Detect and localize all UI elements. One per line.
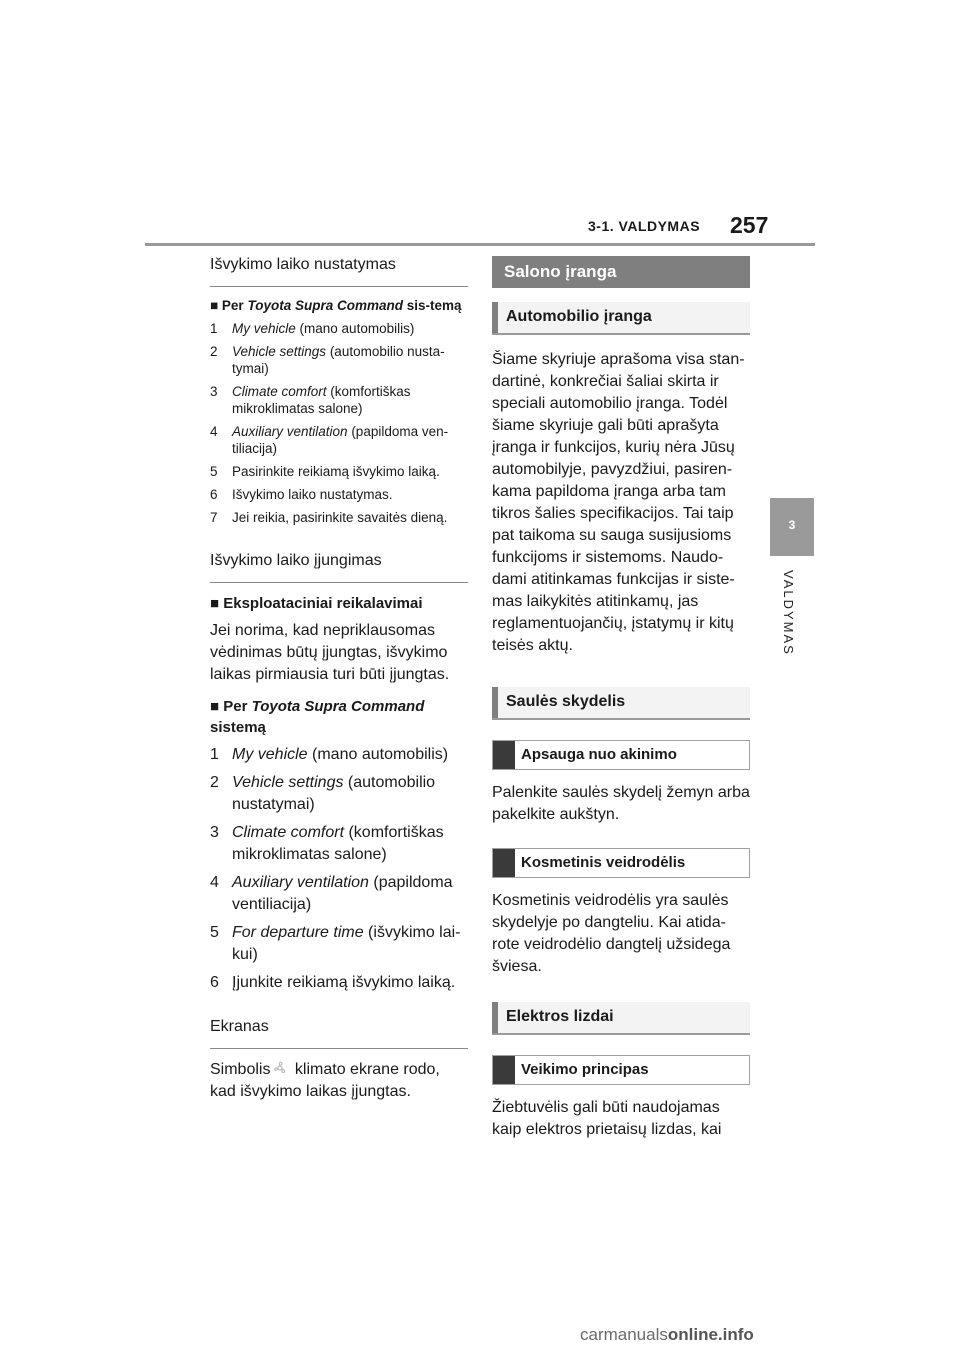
- bullet-square-icon: ■: [210, 698, 220, 715]
- list-item: [210, 509, 468, 526]
- step-text: Išvykimo laiko nustatymas.: [232, 487, 393, 502]
- screen-text-before: Simbolis: [210, 1061, 271, 1078]
- step-number: 5: [210, 924, 219, 941]
- watermark: [580, 1325, 754, 1345]
- step-italic: For departure time: [232, 924, 364, 941]
- bullet1-italic: Toyota Supra Command: [247, 298, 403, 313]
- step-text: (komfortiškas mikroklimatas salone): [232, 824, 444, 863]
- step-text: (automobilio nusta-tymai): [232, 344, 445, 376]
- principle-heading: Veikimo principas: [492, 1055, 750, 1085]
- small-steps-list: [210, 320, 468, 526]
- bullet1-suffix: sis-temą: [402, 298, 462, 313]
- step-text: Pasirinkite reikiamą išvykimo laiką.: [232, 464, 440, 479]
- step-number: 3: [210, 384, 218, 399]
- section-header: 3-1. VALDYMAS: [588, 218, 701, 234]
- bullet3-suffix: sistemą: [210, 719, 266, 736]
- step-number: 5: [210, 464, 218, 479]
- glare-text: Palenkite saulės skydelį žemyn arba pakelkite aukštyn.: [492, 784, 750, 823]
- step-italic: Climate comfort: [232, 824, 345, 841]
- departure-activation-heading: Išvykimo laiko įjungimas: [210, 552, 468, 583]
- principle-text: Žiebtuvėlis gali būti naudojamas kaip elektros prietaisų lizdas, kai: [492, 1099, 722, 1138]
- sun-visor-heading: Saulės skydelis: [492, 687, 750, 720]
- step-text: (išvykimo lai-kui): [232, 924, 461, 963]
- step-italic: Vehicle settings: [232, 344, 327, 359]
- list-item: [210, 922, 468, 966]
- bullet2-text: Eksploataciniai reikalavimai: [223, 595, 423, 612]
- step-number: 4: [210, 874, 219, 891]
- header-rule: [145, 243, 815, 246]
- screen-heading: Ekranas: [210, 1018, 468, 1049]
- step-number: 3: [210, 824, 219, 841]
- step-text: (papildoma ven-tiliacija): [232, 424, 449, 456]
- list-item: [210, 972, 468, 994]
- steps-list: [210, 744, 468, 994]
- list-item: [210, 423, 468, 457]
- list-item: [210, 343, 468, 377]
- watermark-prefix: carmanuals: [580, 1325, 668, 1344]
- screen-text: [210, 1059, 468, 1103]
- bullet-square-icon: ■: [210, 298, 219, 313]
- step-number: 2: [210, 344, 218, 359]
- departure-setting-heading: Išvykimo laiko nustatymas: [210, 256, 468, 287]
- left-column: [210, 256, 468, 1111]
- vehicle-equipment-heading: Automobilio įranga: [492, 302, 750, 335]
- step-number: 1: [210, 746, 219, 763]
- step-italic: Auxiliary ventilation: [232, 424, 348, 439]
- bullet3-prefix: Per: [223, 698, 252, 715]
- bullet3-italic: Toyota Supra Command: [251, 698, 425, 715]
- vanity-mirror-heading: Kosmetinis veidrodėlis: [492, 848, 750, 878]
- bullet-toyota-command-1: [210, 297, 468, 314]
- vanity-mirror-text: Kosmetinis veidrodėlis yra saulės skydelyje po dangteliu. Kai atida-rote veidrodėlio dangtelį užsidega šviesa.: [492, 892, 731, 975]
- list-item: [210, 383, 468, 417]
- step-text: Jei reikia, pasirinkite savaitės dieną.: [232, 510, 448, 525]
- step-text: (mano automobilis): [307, 746, 449, 763]
- page-number: 257: [730, 212, 769, 238]
- bullet-requirements: [210, 593, 468, 614]
- step-italic: Auxiliary ventilation: [232, 874, 369, 891]
- step-italic: Vehicle settings: [232, 774, 344, 791]
- list-item: [210, 463, 468, 480]
- step-text: (komfortiškas mikroklimatas salone): [232, 384, 411, 416]
- chapter-tab-number: 3: [788, 518, 796, 532]
- step-italic: Climate comfort: [232, 384, 327, 399]
- power-sockets-heading: Elektros lizdai: [492, 1002, 750, 1035]
- step-number: 6: [210, 974, 219, 991]
- fan-icon: [270, 1060, 290, 1076]
- section-title-bar: Salono įranga: [492, 256, 750, 288]
- list-item: [210, 772, 468, 816]
- screen-text-after: klimato ekrane rodo, kad išvykimo laikas įjungtas.: [210, 1061, 440, 1100]
- vehicle-equipment-text: Šiame skyriuje aprašoma visa stan-dartinė, konkrečiai šaliai skirta ir speciali automobilio įranga. Todėl šiame skyriuje gali būti aprašyta įranga ir funkcijos, kurių nėra Jūsų automobilyje, pavyzdžiui, pasiren-kama papildoma įranga arba tam tikros šalies specifikacijos. Tai taip pat taikoma su sauga susijusioms funkcijoms ir sistemoms. Naudo-dami atitinkamas funkcijas ir siste-mas laikykitės atitinkamų, jas reglamentuojančių, įstatymų ir kitų teisės aktų.: [492, 351, 745, 654]
- step-italic: My vehicle: [232, 746, 308, 763]
- list-item: [210, 744, 468, 766]
- bullet-square-icon: ■: [210, 595, 220, 612]
- step-text: (automobilio nustatymai): [232, 774, 436, 813]
- list-item: [210, 486, 468, 503]
- step-italic: My vehicle: [232, 321, 296, 336]
- step-text: (mano automobilis): [295, 321, 415, 336]
- list-item: [210, 320, 468, 337]
- step-number: 7: [210, 510, 218, 525]
- step-number: 6: [210, 487, 218, 502]
- step-text: Įjunkite reikiamą išvykimo laiką.: [232, 974, 456, 991]
- bullet1-prefix: Per: [221, 298, 248, 313]
- glare-heading: Apsauga nuo akinimo: [492, 740, 750, 770]
- list-item: [210, 822, 468, 866]
- list-item: [210, 872, 468, 916]
- step-text: (papildoma ventiliacija): [232, 874, 453, 913]
- watermark-suffix: online.info: [667, 1325, 754, 1344]
- step-number: 1: [210, 321, 218, 336]
- requirements-text: Jei norima, kad nepriklausomas vėdinimas būtų įjungtas, išvykimo laikas pirmiausia turi būti įjungtas.: [210, 622, 450, 683]
- step-number: 4: [210, 424, 218, 439]
- bullet-toyota-command-2: [210, 696, 468, 738]
- step-number: 2: [210, 774, 219, 791]
- chapter-tab-label: VALDYMAS: [781, 570, 796, 656]
- right-column: [492, 256, 750, 1149]
